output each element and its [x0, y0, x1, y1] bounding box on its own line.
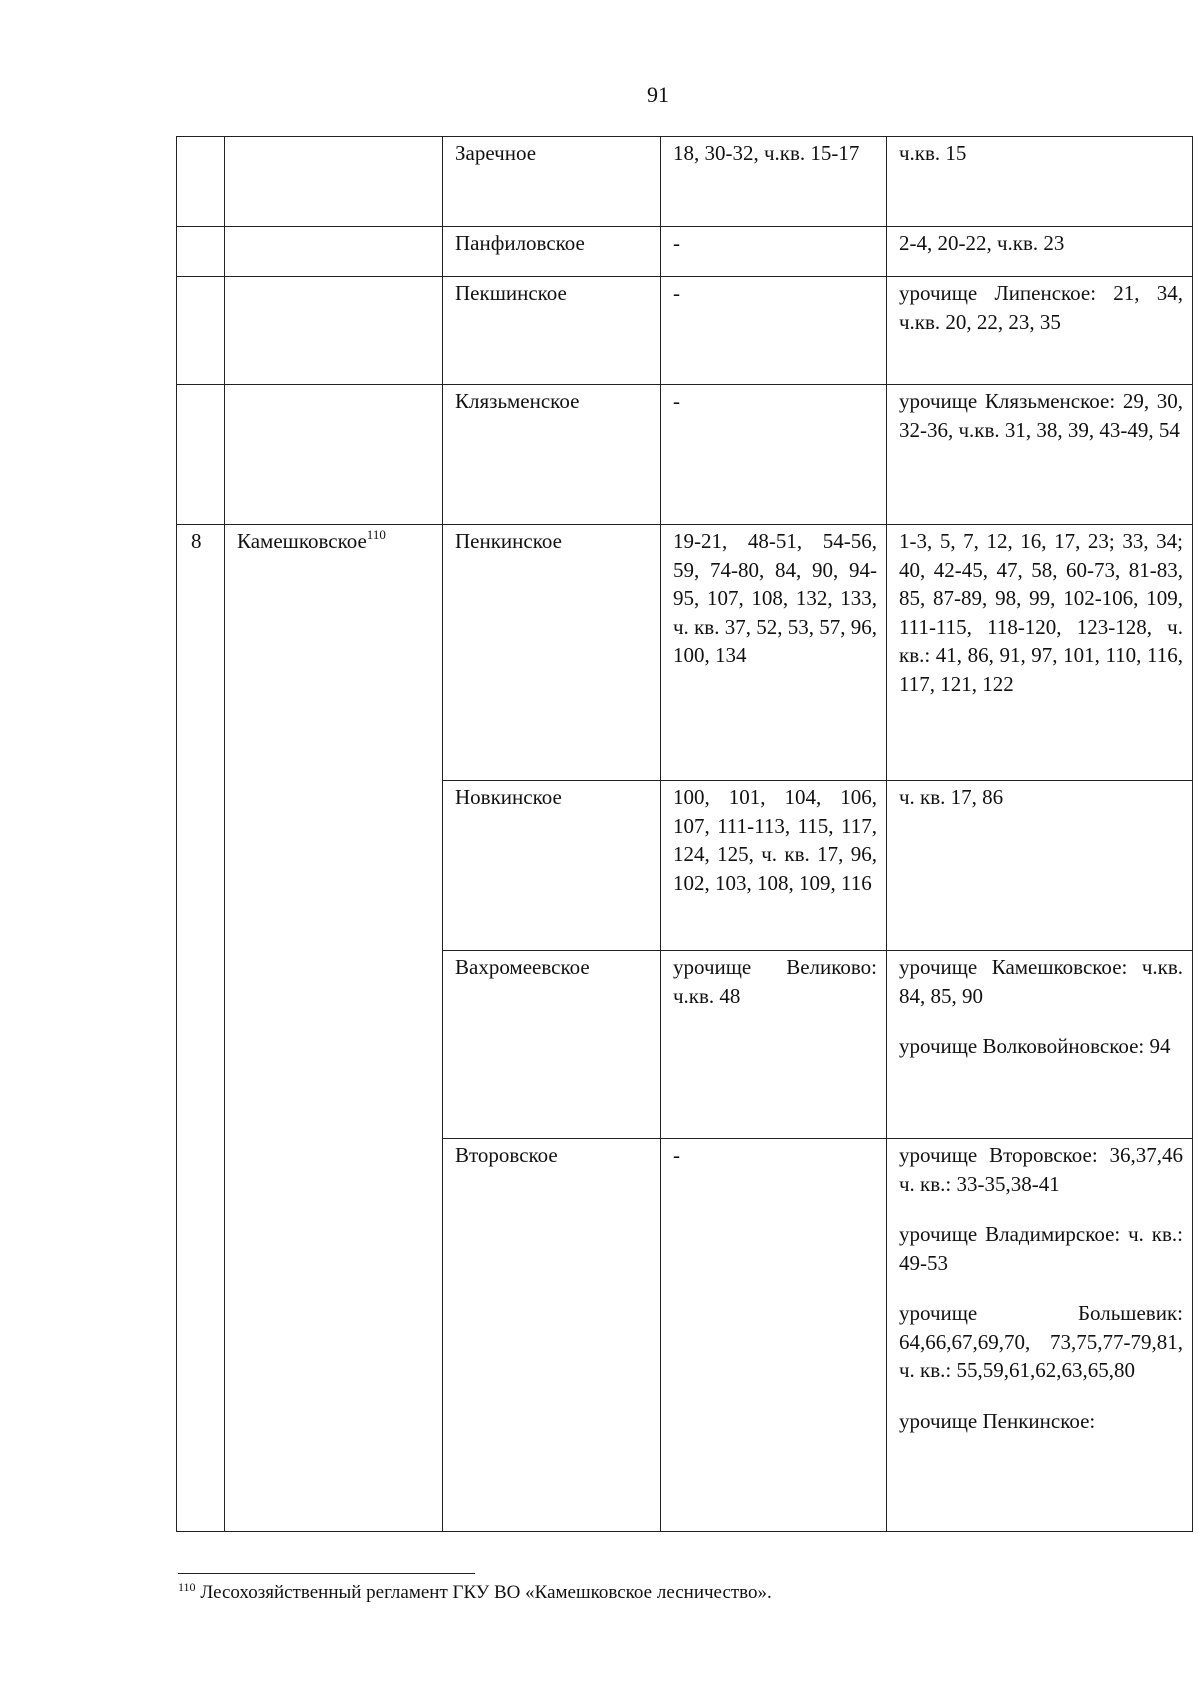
table-row — [177, 277, 1193, 385]
cell-kv-other: ч. кв. 17, 86 — [887, 781, 1193, 951]
table-row — [177, 385, 1193, 525]
cell-forestry-name — [225, 277, 443, 385]
cell-kv-other: урочище Клязьменское: 29, 30, 32-36, ч.кв. 31, 38, 39, 43-49, 54 — [887, 385, 1193, 525]
cell-kv-other: урочище Камешковское: ч.кв. 84, 85, 90 урочище Волковойновское: 94 — [887, 951, 1193, 1139]
page-number: 91 — [647, 82, 669, 107]
cell-forestry-name — [225, 137, 443, 227]
cell-kv-other: урочище Второвское: 36,37,46 ч. кв.: 33-35,38-41 урочище Владимирское: ч. кв.: 49-53 урочище Большевик: 64,66,67,69,70, 73,75,77-79,81, ч. кв.: 55,59,61,62,63,65,80 урочище Пенкинское: — [887, 1139, 1193, 1532]
cell-kv-full: - — [661, 277, 887, 385]
cell-number — [177, 137, 225, 227]
footnote-text: Лесохозяйственный регламент ГКУ ВО «Камешковское лесничество». — [195, 1582, 772, 1603]
cell-kv-other: ч.кв. 15 — [887, 137, 1193, 227]
cell-district-forestry: Вахромеевское — [443, 951, 661, 1139]
cell-forestry-name — [225, 227, 443, 277]
cell-district-forestry: Заречное — [443, 137, 661, 227]
cell-kv-full: - — [661, 227, 887, 277]
cell-district-forestry: Пекшинское — [443, 277, 661, 385]
cell-kv-full: - — [661, 385, 887, 525]
cell-kv-full: урочище Великово: ч.кв. 48 — [661, 951, 887, 1139]
cell-kv-full: - — [661, 1139, 887, 1532]
cell-number: 8 — [177, 525, 225, 1532]
cell-district-forestry: Второвское — [443, 1139, 661, 1532]
cell-number — [177, 227, 225, 277]
forestry-table — [176, 136, 1193, 1532]
cell-kv-full: 100, 101, 104, 106, 107, 111-113, 115, 117, 124, 125, ч. кв. 17, 96, 102, 103, 108, 109, 116 — [661, 781, 887, 951]
cell-district-forestry: Пенкинское — [443, 525, 661, 781]
cell-district-forestry: Панфиловское — [443, 227, 661, 277]
cell-number — [177, 277, 225, 385]
cell-forestry-name: Камешковское$^{110}$ — [225, 525, 443, 1532]
cell-kv-full: 18, 30-32, ч.кв. 15-17 — [661, 137, 887, 227]
footnote-number: 110 — [178, 1580, 196, 1594]
footnote — [178, 1580, 1158, 1606]
table-row — [177, 137, 1193, 227]
cell-district-forestry: Клязьменское — [443, 385, 661, 525]
cell-district-forestry: Новкинское — [443, 781, 661, 951]
cell-kv-other: урочище Липенское: 21, 34, ч.кв. 20, 22, 23, 35 — [887, 277, 1193, 385]
cell-kv-other: 1-3, 5, 7, 12, 16, 17, 23; 33, 34; 40, 42-45, 47, 58, 60-73, 81-83, 85, 87-89, 98, 99, 102-106, 109, 111-115, 118-120, 123-128, ч. кв.: 41, 86, 91, 97, 101, 110, 116, 117, 121, 122 — [887, 525, 1193, 781]
cell-kv-full: 19-21, 48-51, 54-56, 59, 74-80, 84, 90, 94-95, 107, 108, 132, 133, ч. кв. 37, 52, 53, 57, 96, 100, 134 — [661, 525, 887, 781]
footnote-marker: 110 — [366, 527, 386, 542]
table-row — [177, 227, 1193, 277]
cell-forestry-name — [225, 385, 443, 525]
table-row — [177, 525, 1193, 781]
footnote-separator — [178, 1573, 475, 1574]
cell-kv-other: 2-4, 20-22, ч.кв. 23 — [887, 227, 1193, 277]
cell-number — [177, 385, 225, 525]
